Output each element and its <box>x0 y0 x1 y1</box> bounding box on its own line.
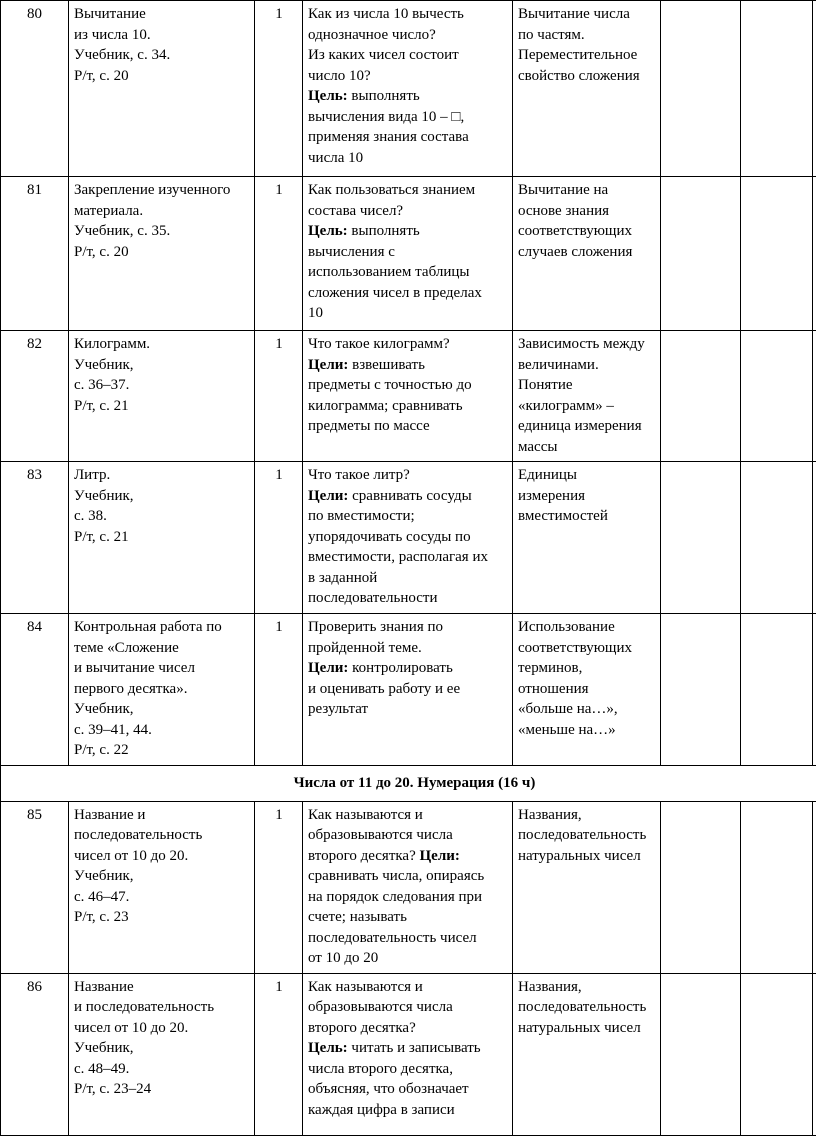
topic-line: Литр. <box>74 465 250 486</box>
concept-line: отношения <box>518 679 656 700</box>
lesson-number: 85 <box>1 801 69 973</box>
content-line <box>308 486 508 507</box>
content-line <box>308 201 508 222</box>
content-line <box>308 887 508 908</box>
empty-cell <box>813 973 816 1135</box>
content-text: последовательность чисел <box>308 930 477 946</box>
concept-line: натуральных чисел <box>518 846 656 867</box>
concept-line: Переместительное <box>518 45 656 66</box>
lesson-content <box>303 462 513 614</box>
goal-label: Цель: <box>308 1040 348 1056</box>
content-line <box>308 86 508 107</box>
topic-line: Учебник, <box>74 355 250 376</box>
content-line <box>308 948 508 969</box>
lesson-number: 80 <box>1 1 69 177</box>
lesson-concepts <box>513 973 661 1135</box>
topic-line: Р/т, с. 21 <box>74 527 250 548</box>
topic-line: чисел от 10 до 20. <box>74 846 250 867</box>
topic-line: Р/т, с. 23 <box>74 907 250 928</box>
content-line <box>308 866 508 887</box>
lesson-hours: 1 <box>255 177 303 331</box>
empty-cell <box>813 614 816 766</box>
content-line <box>308 107 508 128</box>
concept-line: вместимостей <box>518 506 656 527</box>
content-text: последовательности <box>308 590 437 606</box>
concept-line: соответствующих <box>518 221 656 242</box>
lesson-concepts <box>513 177 661 331</box>
content-text: выполнять <box>348 223 420 239</box>
table-row <box>1 331 816 462</box>
content-line <box>308 846 508 867</box>
topic-line: с. 46–47. <box>74 887 250 908</box>
content-text: однозначное число? <box>308 27 436 43</box>
lesson-content <box>303 801 513 973</box>
empty-cell <box>741 177 813 331</box>
content-line <box>308 45 508 66</box>
content-text: Проверить знания по <box>308 619 443 635</box>
content-line <box>308 805 508 826</box>
topic-line: Учебник, с. 34. <box>74 45 250 66</box>
topic-line: Учебник, <box>74 486 250 507</box>
empty-cell <box>661 462 741 614</box>
empty-cell <box>813 462 816 614</box>
content-text: второго десятка? <box>308 1020 416 1036</box>
content-line <box>308 416 508 437</box>
goal-label: Цели: <box>420 848 460 864</box>
table-row <box>1 462 816 614</box>
lesson-hours: 1 <box>255 801 303 973</box>
content-line <box>308 658 508 679</box>
content-text: счете; называть <box>308 909 407 925</box>
content-text: числа второго десятка, <box>308 1061 453 1077</box>
table-row <box>1 1 816 177</box>
lesson-number: 82 <box>1 331 69 462</box>
content-line <box>308 375 508 396</box>
lesson-topic <box>69 973 255 1135</box>
topic-line: и вычитание чисел <box>74 658 250 679</box>
content-line <box>308 997 508 1018</box>
topic-line: Учебник, <box>74 866 250 887</box>
content-line <box>308 1059 508 1080</box>
lesson-content <box>303 973 513 1135</box>
lesson-topic <box>69 801 255 973</box>
topic-line: и последовательность <box>74 997 250 1018</box>
content-text: 10 <box>308 305 323 321</box>
content-text: второго десятка? <box>308 848 420 864</box>
lesson-number: 83 <box>1 462 69 614</box>
content-line <box>308 568 508 589</box>
content-text: от 10 до 20 <box>308 950 378 966</box>
lesson-topic <box>69 462 255 614</box>
content-line <box>308 1079 508 1100</box>
lesson-content <box>303 177 513 331</box>
content-text: применяя знания состава <box>308 129 469 145</box>
goal-label: Цель: <box>308 223 348 239</box>
content-line <box>308 66 508 87</box>
table-row <box>1 614 816 766</box>
topic-line: с. 39–41, 44. <box>74 720 250 741</box>
content-text: состава чисел? <box>308 203 403 219</box>
topic-line: из числа 10. <box>74 25 250 46</box>
empty-cell <box>661 331 741 462</box>
lesson-concepts <box>513 462 661 614</box>
content-line <box>308 506 508 527</box>
topic-line: Закрепление изученного <box>74 180 250 201</box>
concept-line: соответствующих <box>518 638 656 659</box>
topic-line: теме «Сложение <box>74 638 250 659</box>
concept-line: Вычитание на <box>518 180 656 201</box>
content-line <box>308 1038 508 1059</box>
table-row <box>1 801 816 973</box>
content-line <box>308 127 508 148</box>
topic-line: Контрольная работа по <box>74 617 250 638</box>
content-text: Как из числа 10 вычесть <box>308 6 464 22</box>
concept-line: Зависимость между <box>518 334 656 355</box>
empty-cell <box>813 177 816 331</box>
topic-line: Р/т, с. 22 <box>74 740 250 761</box>
concept-line: терминов, <box>518 658 656 679</box>
content-text: Как называются и <box>308 807 423 823</box>
empty-cell <box>661 614 741 766</box>
content-line <box>308 283 508 304</box>
content-text: взвешивать <box>348 357 425 373</box>
content-line <box>308 928 508 949</box>
topic-line: Р/т, с. 21 <box>74 396 250 417</box>
topic-line: Р/т, с. 23–24 <box>74 1079 250 1100</box>
content-line <box>308 334 508 355</box>
lesson-content <box>303 614 513 766</box>
content-line <box>308 262 508 283</box>
lesson-topic <box>69 331 255 462</box>
lesson-topic <box>69 614 255 766</box>
concept-line: Названия, <box>518 977 656 998</box>
concept-line: Единицы <box>518 465 656 486</box>
empty-cell <box>741 331 813 462</box>
content-text: в заданной <box>308 570 377 586</box>
content-text: числа 10 <box>308 150 363 166</box>
content-line <box>308 527 508 548</box>
lesson-concepts <box>513 1 661 177</box>
lesson-hours: 1 <box>255 331 303 462</box>
concept-line: единица измерения <box>518 416 656 437</box>
content-line <box>308 242 508 263</box>
content-text: вычисления вида 10 – □, <box>308 109 464 125</box>
content-text: сравнивать числа, опираясь <box>308 868 484 884</box>
content-line <box>308 1018 508 1039</box>
content-text: Из каких чисел состоит <box>308 47 459 63</box>
content-text: и оценивать работу и ее <box>308 681 460 697</box>
concept-line: «меньше на…» <box>518 720 656 741</box>
topic-line: Килограмм. <box>74 334 250 355</box>
topic-line: Учебник, с. 35. <box>74 221 250 242</box>
content-text: использованием таблицы <box>308 264 469 280</box>
table-row <box>1 177 816 331</box>
concept-line: измерения <box>518 486 656 507</box>
table-row <box>1 973 816 1135</box>
content-text: сложения чисел в пределах <box>308 285 482 301</box>
topic-line: материала. <box>74 201 250 222</box>
concept-line: Использование <box>518 617 656 638</box>
concept-line: натуральных чисел <box>518 1018 656 1039</box>
lesson-number: 84 <box>1 614 69 766</box>
lesson-hours: 1 <box>255 1 303 177</box>
topic-line: чисел от 10 до 20. <box>74 1018 250 1039</box>
empty-cell <box>661 801 741 973</box>
topic-line: с. 38. <box>74 506 250 527</box>
content-text: по вместимости; <box>308 508 415 524</box>
empty-cell <box>741 462 813 614</box>
concept-line: Понятие <box>518 375 656 396</box>
empty-cell <box>661 177 741 331</box>
content-line <box>308 355 508 376</box>
empty-cell <box>741 973 813 1135</box>
goal-label: Цели: <box>308 357 348 373</box>
lesson-number: 81 <box>1 177 69 331</box>
content-line <box>308 617 508 638</box>
content-text: сравнивать сосуды <box>348 488 471 504</box>
content-line <box>308 638 508 659</box>
content-text: каждая цифра в записи <box>308 1102 455 1118</box>
content-text: пройденной теме. <box>308 640 422 656</box>
concept-line: последовательность <box>518 825 656 846</box>
content-line <box>308 396 508 417</box>
topic-line: с. 48–49. <box>74 1059 250 1080</box>
concept-line: по частям. <box>518 25 656 46</box>
content-line <box>308 25 508 46</box>
content-text: Как называются и <box>308 979 423 995</box>
concept-line: последовательность <box>518 997 656 1018</box>
concept-line: свойство сложения <box>518 66 656 87</box>
topic-line: Учебник, <box>74 1038 250 1059</box>
content-text: на порядок следования при <box>308 889 482 905</box>
content-text: выполнять <box>348 88 420 104</box>
content-line <box>308 303 508 324</box>
content-line <box>308 699 508 720</box>
empty-cell <box>813 801 816 973</box>
empty-cell <box>741 1 813 177</box>
topic-line: Название и <box>74 805 250 826</box>
lesson-topic <box>69 177 255 331</box>
content-text: Что такое литр? <box>308 467 410 483</box>
goal-label: Цель: <box>308 88 348 104</box>
content-text: килограмма; сравнивать <box>308 398 463 414</box>
section-title: Числа от 11 до 20. Нумерация (16 ч) <box>1 765 816 801</box>
content-line <box>308 465 508 486</box>
topic-line: с. 36–37. <box>74 375 250 396</box>
content-text: Как пользоваться знанием <box>308 182 475 198</box>
lesson-hours: 1 <box>255 973 303 1135</box>
content-line <box>308 679 508 700</box>
section-row <box>1 765 816 801</box>
empty-cell <box>741 801 813 973</box>
concept-line: массы <box>518 437 656 458</box>
content-text: контролировать <box>348 660 452 676</box>
content-text: объясняя, что обозначает <box>308 1081 469 1097</box>
content-line <box>308 221 508 242</box>
lesson-topic <box>69 1 255 177</box>
lesson-content <box>303 331 513 462</box>
content-text: вместимости, располагая их <box>308 549 488 565</box>
content-text: Что такое килограмм? <box>308 336 450 352</box>
topic-line: первого десятка». <box>74 679 250 700</box>
concept-line: величинами. <box>518 355 656 376</box>
content-line <box>308 148 508 169</box>
content-line <box>308 588 508 609</box>
content-text: предметы по массе <box>308 418 430 434</box>
topic-line: Учебник, <box>74 699 250 720</box>
topic-line: последовательность <box>74 825 250 846</box>
concept-line: Названия, <box>518 805 656 826</box>
lesson-hours: 1 <box>255 614 303 766</box>
content-text: читать и записывать <box>348 1040 481 1056</box>
concept-line: «килограмм» – <box>518 396 656 417</box>
empty-cell <box>813 1 816 177</box>
topic-line: Р/т, с. 20 <box>74 66 250 87</box>
lesson-concepts <box>513 331 661 462</box>
concept-line: случаев сложения <box>518 242 656 263</box>
content-line <box>308 547 508 568</box>
empty-cell <box>741 614 813 766</box>
content-text: образовываются числа <box>308 827 453 843</box>
topic-line: Название <box>74 977 250 998</box>
content-line <box>308 825 508 846</box>
content-line <box>308 4 508 25</box>
content-text: результат <box>308 701 368 717</box>
empty-cell <box>661 1 741 177</box>
empty-cell <box>813 331 816 462</box>
content-text: предметы с точностью до <box>308 377 472 393</box>
lesson-number: 86 <box>1 973 69 1135</box>
content-text: вычисления с <box>308 244 395 260</box>
content-line <box>308 1100 508 1121</box>
concept-line: основе знания <box>518 201 656 222</box>
content-text: образовываются числа <box>308 999 453 1015</box>
concept-line: Вычитание числа <box>518 4 656 25</box>
goal-label: Цели: <box>308 660 348 676</box>
lesson-concepts <box>513 801 661 973</box>
lesson-content <box>303 1 513 177</box>
lesson-hours: 1 <box>255 462 303 614</box>
content-line <box>308 907 508 928</box>
table-body <box>1 1 816 1136</box>
content-line <box>308 180 508 201</box>
lesson-concepts <box>513 614 661 766</box>
content-line <box>308 977 508 998</box>
content-text: число 10? <box>308 68 371 84</box>
content-text: упорядочивать сосуды по <box>308 529 471 545</box>
empty-cell <box>661 973 741 1135</box>
goal-label: Цели: <box>308 488 348 504</box>
concept-line: «больше на…», <box>518 699 656 720</box>
topic-line: Р/т, с. 20 <box>74 242 250 263</box>
topic-line: Вычитание <box>74 4 250 25</box>
